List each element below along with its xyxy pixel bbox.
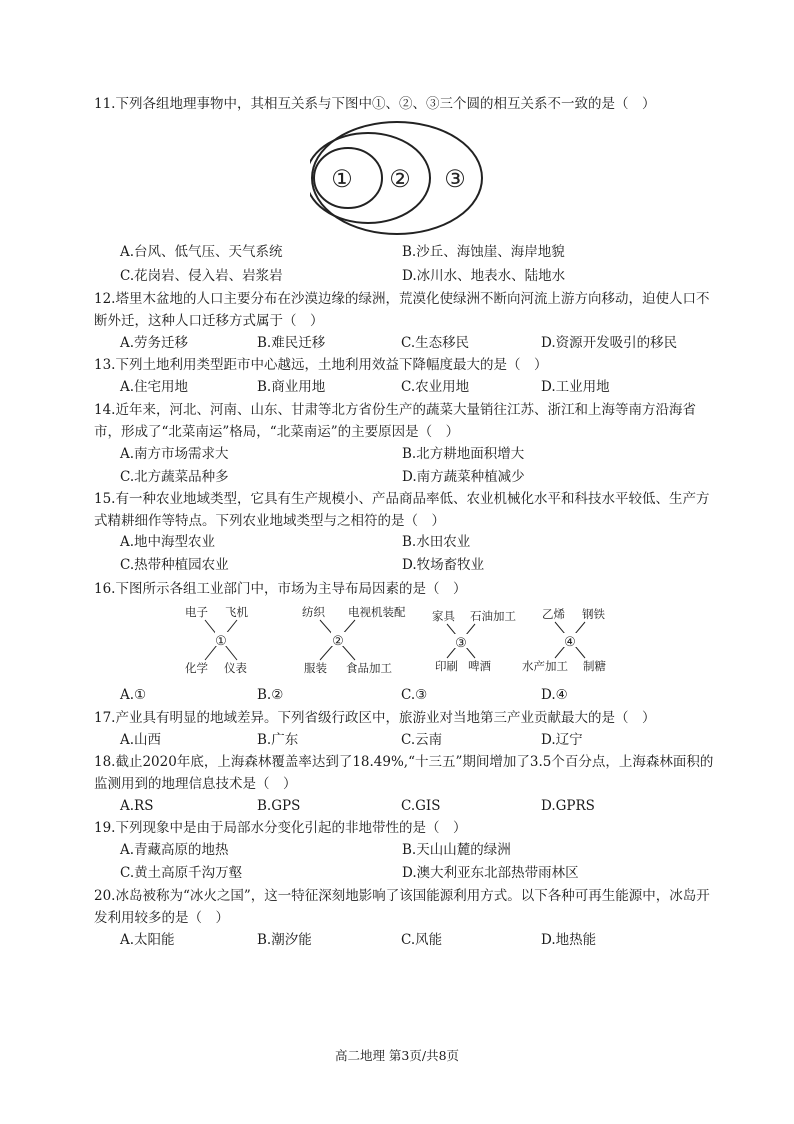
q20-option-c[interactable]: C.风能 — [401, 932, 443, 948]
group4-bottom-left: 水产加工 — [522, 659, 568, 673]
group3-top-right: 石油加工 — [470, 609, 516, 623]
q11-option-b[interactable]: B.沙丘、海蚀崖、海岸地貌 — [402, 244, 565, 260]
nested-circles-figure — [310, 116, 510, 242]
group3-bottom-left: 印刷 — [435, 659, 458, 673]
q17-option-c[interactable]: C.云南 — [401, 732, 443, 748]
group4-top-left: 乙烯 — [542, 607, 565, 621]
industry-group-1 — [185, 605, 248, 675]
question-11-stem: 11.下列各组地理事物中，其相互关系与下图中①、②、③三个圆的相互关系不一致的是（ ） — [94, 96, 656, 112]
q15-option-d[interactable]: D.牧场畜牧业 — [402, 557, 485, 573]
q12-option-c[interactable]: C.生态移民 — [401, 335, 470, 351]
q17-option-b[interactable]: B.广东 — [257, 732, 299, 748]
q17-option-d[interactable]: D.辽宁 — [541, 732, 583, 748]
q13-option-b[interactable]: B.商业用地 — [257, 379, 326, 395]
industry-group-2 — [302, 605, 406, 675]
question-11-options-row2 — [120, 265, 720, 287]
question-14-stem: 14.近年来，河北、河南、山东、甘肃等北方省份生产的蔬菜大量销往江苏、浙江和上海等南方沿海省市，形成了“北菜南运”格局，“北菜南运”的主要原因是（ ） — [94, 402, 696, 440]
q19-option-b[interactable]: B.天山山麓的绿洲 — [402, 842, 511, 858]
group4-top-right: 钢铁 — [582, 607, 605, 621]
circle-label-3: ③ — [444, 165, 466, 193]
q17-option-a[interactable]: A.山西 — [120, 732, 162, 748]
q19-option-c[interactable]: C.黄土高原千沟万壑 — [120, 865, 243, 881]
q13-option-a[interactable]: A.住宅用地 — [120, 379, 189, 395]
circle-label-1: ① — [331, 165, 353, 193]
q20-option-d[interactable]: D.地热能 — [541, 932, 597, 948]
q11-option-d[interactable]: D.冰川水、地表水、陆地水 — [402, 268, 566, 284]
group2-top-right: 电视机装配 — [348, 605, 406, 619]
industry-group-4 — [522, 607, 606, 673]
q16-option-c[interactable]: C.③ — [401, 687, 428, 703]
q19-option-d[interactable]: D.澳大利亚东北部热带雨林区 — [402, 865, 579, 881]
group2-bottom-left: 服装 — [304, 661, 327, 675]
question-12-options — [120, 332, 720, 354]
group3-bottom-right: 啤酒 — [468, 659, 491, 673]
group4-bottom-right: 制糖 — [583, 659, 606, 673]
group2-top-left: 纺织 — [302, 605, 325, 619]
question-18-options — [120, 795, 720, 817]
q11-option-c[interactable]: C.花岗岩、侵入岩、岩浆岩 — [120, 268, 283, 284]
question-11-options-row1 — [120, 241, 720, 263]
group1-bottom-right: 仪表 — [224, 661, 247, 675]
q20-option-a[interactable]: A.太阳能 — [120, 932, 175, 948]
question-12-stem: 12.塔里木盆地的人口主要分布在沙漠边缘的绿洲，荒漠化使绿洲不断向河流上游方向移动，迫使人口不断外迁，这种人口迁移方式属于（ ） — [94, 291, 710, 329]
question-17-stem: 17.产业具有明显的地域差异。下列省级行政区中，旅游业对当地第三产业贡献最大的是（ ） — [94, 710, 656, 726]
q16-option-a[interactable]: A.① — [120, 687, 147, 703]
group3-top-left: 家具 — [432, 609, 455, 623]
group1-top-right: 飞机 — [225, 605, 248, 619]
group3-id: ③ — [455, 636, 467, 651]
question-19-options-row2 — [120, 862, 720, 884]
group1-id: ① — [215, 634, 227, 649]
q12-option-a[interactable]: A.劳务迁移 — [120, 335, 189, 351]
question-13-options — [120, 376, 720, 398]
q11-option-a[interactable]: A.台风、低气压、天气系统 — [120, 244, 283, 260]
q14-option-c[interactable]: C.北方蔬菜品种多 — [120, 469, 229, 485]
question-19-stem: 19.下列现象中是由于局部水分变化引起的非地带性的是（ ） — [94, 820, 467, 836]
group4-id: ④ — [564, 635, 576, 650]
q14-option-d[interactable]: D.南方蔬菜种植减少 — [402, 469, 525, 485]
q12-option-b[interactable]: B.难民迁移 — [257, 335, 326, 351]
q12-option-d[interactable]: D.资源开发吸引的移民 — [541, 335, 678, 351]
question-19-options-row1 — [120, 839, 720, 861]
page-footer: 高二地理 第3页/共8页 — [334, 1048, 460, 1063]
q14-option-b[interactable]: B.北方耕地面积增大 — [402, 446, 525, 462]
q15-option-c[interactable]: C.热带种植园农业 — [120, 557, 229, 573]
question-15-options-row1 — [120, 531, 720, 553]
question-18-stem: 18.截止2020年底，上海森林覆盖率达到了18.49%,“十三五”期间增加了3.5个百分点，上海森林面积的监测用到的地理信息技术是（ ） — [94, 754, 714, 792]
q20-option-b[interactable]: B.潮汐能 — [257, 932, 312, 948]
question-16-stem: 16.下图所示各组工业部门中，市场为主导布局因素的是（ ） — [94, 581, 467, 597]
question-15-options-row2 — [120, 554, 720, 576]
question-15-stem: 15.有一种农业地域类型，它具有生产规模小、产品商品率低、农业机械化水平和科技水平较低、生产方式精耕细作等特点。下列农业地域类型与之相符的是（ ） — [94, 491, 710, 529]
circle-label-2: ② — [389, 165, 411, 193]
q18-option-c[interactable]: C.GIS — [401, 798, 441, 814]
q15-option-a[interactable]: A.地中海型农业 — [120, 534, 216, 550]
question-20-options — [120, 929, 720, 951]
question-13-stem: 13.下列土地利用类型距市中心越远，土地利用效益下降幅度最大的是（ ） — [94, 357, 548, 373]
question-16-options — [120, 684, 720, 706]
q15-option-b[interactable]: B.水田农业 — [402, 534, 471, 550]
question-14-options-row1 — [120, 443, 720, 465]
q18-option-d[interactable]: D.GPRS — [541, 798, 595, 814]
q18-option-b[interactable]: B.GPS — [257, 798, 301, 814]
group1-bottom-left: 化学 — [185, 661, 208, 675]
q18-option-a[interactable]: A.RS — [120, 798, 154, 814]
group2-id: ② — [332, 634, 344, 649]
q13-option-d[interactable]: D.工业用地 — [541, 379, 610, 395]
q14-option-a[interactable]: A.南方市场需求大 — [120, 446, 229, 462]
question-17-options — [120, 729, 720, 751]
q19-option-a[interactable]: A.青藏高原的地热 — [120, 842, 229, 858]
q13-option-c[interactable]: C.农业用地 — [401, 379, 470, 395]
question-14-options-row2 — [120, 466, 720, 488]
q16-option-d[interactable]: D.④ — [541, 687, 568, 703]
industry-groups-figure — [170, 600, 620, 680]
industry-group-3 — [432, 609, 516, 673]
group1-top-left: 电子 — [185, 605, 208, 619]
question-20-stem: 20.冰岛被称为“冰火之国”，这一特征深刻地影响了该国能源利用方式。以下各种可再生能源中，冰岛开发利用较多的是（ ） — [94, 888, 710, 926]
q16-option-b[interactable]: B.② — [257, 687, 284, 703]
group2-bottom-right: 食品加工 — [346, 661, 392, 675]
